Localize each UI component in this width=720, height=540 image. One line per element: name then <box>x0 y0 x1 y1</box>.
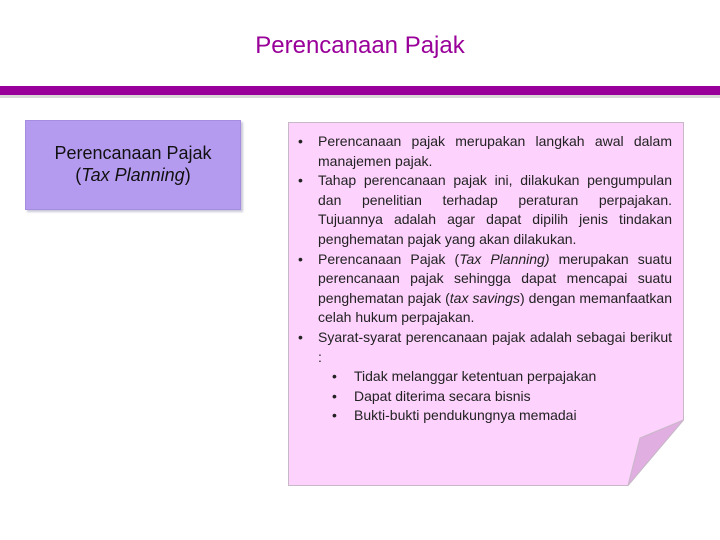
topic-label-box <box>25 120 241 210</box>
paren-open: ( <box>75 165 82 185</box>
sub-bullet-item <box>288 387 672 407</box>
paren-close: ) <box>184 165 191 185</box>
bullet-text: Tax Planning) <box>459 250 550 267</box>
bullet-item <box>288 132 672 171</box>
title-divider-shadow <box>0 95 720 98</box>
sub-bullet-list <box>288 367 672 426</box>
slide-title: Perencanaan Pajak <box>255 32 465 59</box>
title-divider <box>0 86 720 95</box>
sub-bullet-text: Tidak melanggar ketentuan perpajakan <box>354 368 597 385</box>
topic-label-english: Tax Planning <box>81 165 185 185</box>
bullet-text: ) dengan memanfaatkan celah hukum perpajakan. <box>318 289 672 326</box>
bullet-text: tax savings <box>449 289 520 306</box>
bullet-text: Tahap perencanaan pajak ini, dilakukan pengumpulan dan penelitian terhadap peraturan perpajakan. Tujuannya adalah agar dapat dipilih jenis tindakan penghematan pajak yang akan dilakukan. <box>318 172 672 247</box>
bullet-text: Syarat-syarat perencanaan pajak adalah sebagai berikut : <box>318 328 672 365</box>
bullet-item <box>288 250 672 328</box>
bullet-dot-icon: • <box>332 387 337 404</box>
sub-bullet-text: Dapat diterima secara bisnis <box>354 387 531 404</box>
bullet-item <box>288 328 672 367</box>
bullet-dot-icon: • <box>298 133 303 149</box>
bullet-dot-icon: • <box>298 328 303 345</box>
sub-bullet-item <box>288 406 672 426</box>
bullet-dot-icon: • <box>332 368 337 385</box>
bullet-dot-icon: • <box>298 250 303 267</box>
bullet-item <box>288 171 672 249</box>
bullet-dot-icon: • <box>332 407 337 424</box>
sub-bullet-item <box>288 367 672 387</box>
topic-label-line1: Perencanaan Pajak <box>54 143 212 164</box>
topic-label-line2 <box>75 165 190 187</box>
sub-bullet-text: Bukti-bukti pendukungnya memadai <box>354 407 577 424</box>
bullet-text: Perencanaan Pajak ( <box>318 250 460 267</box>
bullet-dot-icon: • <box>298 172 303 189</box>
bullet-text: merupakan suatu perencanaan pajak sehingga dapat mencapai suatu penghematan pajak ( <box>318 250 672 306</box>
sticky-note <box>288 122 684 486</box>
note-bullet-list <box>288 132 672 426</box>
bullet-text: Perencanaan pajak merupakan langkah awal dalam manajemen pajak. <box>318 133 672 169</box>
